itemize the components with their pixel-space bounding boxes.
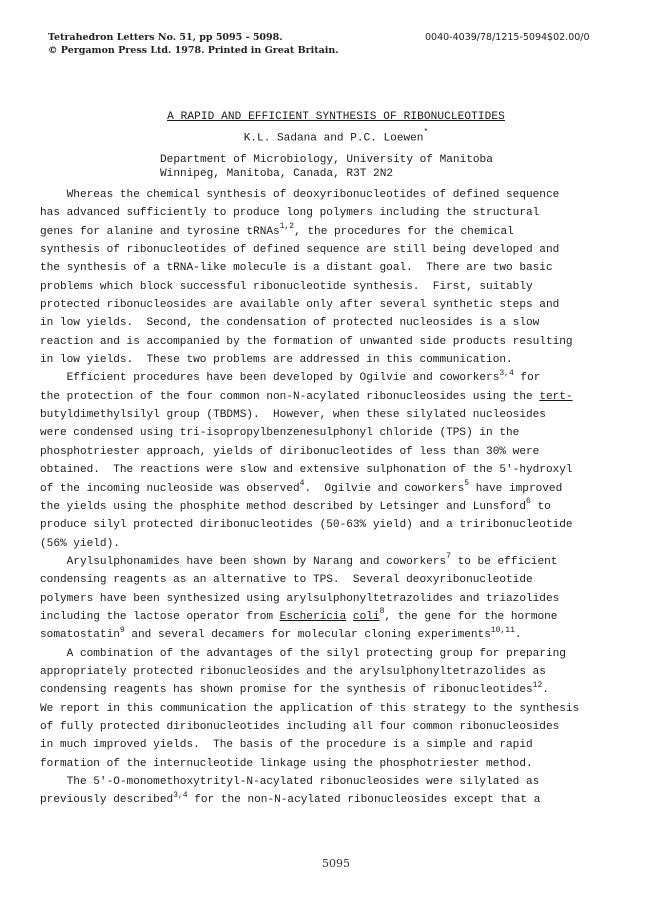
text-run: to: [530, 500, 551, 513]
text-line: of fully protected diribonucleotides including all four common ribonucleosides: [40, 720, 560, 733]
text-line: problems which block successful ribonucleotide synthesis. First, suitably: [40, 280, 533, 293]
citation-ref: 7: [446, 552, 451, 562]
text-run: , the procedures for the chemical: [294, 225, 514, 238]
text-line: in much improved yields. The basis of the procedure is a simple and rapid: [40, 739, 533, 752]
article-code: 0040-4039/78/1215-5094$02.00/0: [425, 32, 590, 43]
journal-citation: Tetrahedron Letters No. 51, pp 5095 - 5098.: [48, 32, 283, 43]
text-line: in low yields. Second, the condensation of protected nucleosides is a slow: [40, 317, 540, 330]
underlined-term: coli: [352, 610, 380, 623]
text-run: genes for alanine and tyrosine tRNAs: [40, 225, 280, 238]
text-run: have improved: [469, 482, 563, 495]
text-line: the synthesis of a tRNA-like molecule is a distant goal. There are two basic: [40, 262, 553, 275]
text-line: [40, 388, 640, 406]
article-title: A RAPID AND EFFICIENT SYNTHESIS OF RIBONUCLEOTIDES: [167, 111, 505, 123]
text-line: [40, 553, 640, 571]
text-line: protected ribonucleosides are available only after several synthetic steps and: [40, 299, 560, 312]
journal-header: [48, 31, 339, 57]
text-run: , the gene for the hormone: [384, 610, 558, 623]
text-run: .: [542, 684, 549, 697]
text-run: [346, 611, 353, 623]
text-line: [40, 626, 640, 644]
text-line: (56% yield).: [40, 537, 120, 550]
text-line: has advanced sufficiently to produce long polymers including the structural: [40, 207, 540, 220]
text-run: condensing reagents has shown promise for the synthesis of ribonucleotides: [40, 684, 533, 697]
text-line: were condensed using tri-isopropylbenzenesulphonyl chloride (TPS) in the: [40, 427, 520, 440]
citation-ref: 12: [532, 680, 543, 690]
text-line: Whereas the chemical synthesis of deoxyribonucleotides of defined sequence: [40, 189, 560, 201]
underlined-term: Eschericia: [279, 610, 347, 623]
text-run: . Ogilvie and coworkers: [304, 482, 465, 495]
text-line: appropriately protected ribonucleosides and the arylsulphonyltetrazolides as: [40, 665, 546, 678]
text-line: [40, 369, 640, 387]
text-line: phosphotriester approach, yields of diribonucleotides of less than 30% were: [40, 445, 540, 458]
text-run: previously described: [40, 794, 174, 807]
body-text: [40, 186, 640, 810]
corresponding-author-mark: *: [423, 128, 429, 137]
text-run: the protection of the four common non-N-acylated ribonucleosides using the: [40, 390, 540, 403]
text-run: for the non-N-acylated ribonucleosides except that a: [187, 794, 541, 807]
citation-ref: 3,4: [173, 790, 188, 800]
text-line: [40, 498, 640, 516]
text-run: of the incoming nucleoside was observed: [40, 482, 300, 495]
citation-ref: 6: [526, 497, 531, 507]
text-line: condensing reagents as an alternative to TPS. Several deoxyribonucleotide: [40, 574, 533, 587]
citation-ref: 9: [119, 625, 125, 635]
text-line: produce silyl protected diribonucleotides (50-63% yield) and a triribonucleotide: [40, 519, 573, 532]
text-run: including the lactose operator from: [40, 610, 280, 623]
text-line: butyldimethylsilyl group (TBDMS). However, when these silylated nucleosides: [40, 409, 546, 422]
affiliation-line: Winnipeg, Manitoba, Canada, R3T 2N2: [160, 168, 394, 180]
text-run: Efficient procedures have been developed by Ogilvie and coworkers: [40, 372, 500, 385]
text-line: reaction and is accompanied by the formation of unwanted side products resulting: [40, 335, 573, 348]
text-line: [40, 608, 640, 626]
text-run: the yields using the phosphite method described by Letsinger and Lunsford: [40, 500, 526, 513]
underlined-term: tert-: [539, 390, 573, 403]
text-line: formation of the internucleotide linkage using the phosphotriester method.: [40, 757, 533, 770]
citation-ref: 3,4: [499, 368, 514, 378]
text-run: and several decamers for molecular cloning experiments: [124, 629, 491, 642]
affiliation: [160, 153, 493, 181]
text-line: [40, 791, 640, 809]
citation-ref: 10,11: [490, 625, 515, 635]
text-line: [40, 480, 640, 498]
text-line: in low yields. These two problems are addressed in this communication.: [40, 354, 513, 367]
text-run: .: [514, 629, 522, 642]
text-line: [40, 223, 640, 241]
text-run: somatostatin: [40, 629, 120, 642]
text-line: We report in this communication the application of this strategy to the synthesis: [40, 702, 580, 715]
text-run: Arylsulphonamides have been shown by Narang and coworkers: [40, 555, 447, 568]
text-line: [40, 681, 640, 699]
citation-ref: 4: [299, 478, 305, 488]
author-line: [0, 130, 672, 145]
publisher-line: © Pergamon Press Ltd. 1978. Printed in Great Britain.: [48, 45, 339, 56]
text-line: polymers have been synthesized using arylsulphonyltetrazolides and triazolides: [40, 592, 560, 605]
text-line: A combination of the advantages of the silyl protecting group for preparing: [40, 647, 566, 660]
citation-ref: 8: [379, 607, 385, 617]
affiliation-line: Department of Microbiology, University of Manitoba: [160, 154, 493, 166]
text-run: to be efficient: [450, 555, 558, 568]
citation-ref: 1,2: [279, 222, 295, 231]
text-run: for: [513, 372, 541, 385]
page-number: 5095: [322, 857, 350, 870]
text-line: synthesis of ribonucleotides of defined sequence are still being developed and: [40, 244, 560, 257]
citation-ref: 5: [464, 478, 470, 488]
text-line: The 5'-O-monomethoxytrityl-N-acylated ribonucleosides were silylated as: [40, 776, 540, 788]
text-line: obtained. The reactions were slow and extensive sulphonation of the 5'-hydroxyl: [40, 464, 573, 477]
author-names: K.L. Sadana and P.C. Loewen: [243, 132, 424, 145]
